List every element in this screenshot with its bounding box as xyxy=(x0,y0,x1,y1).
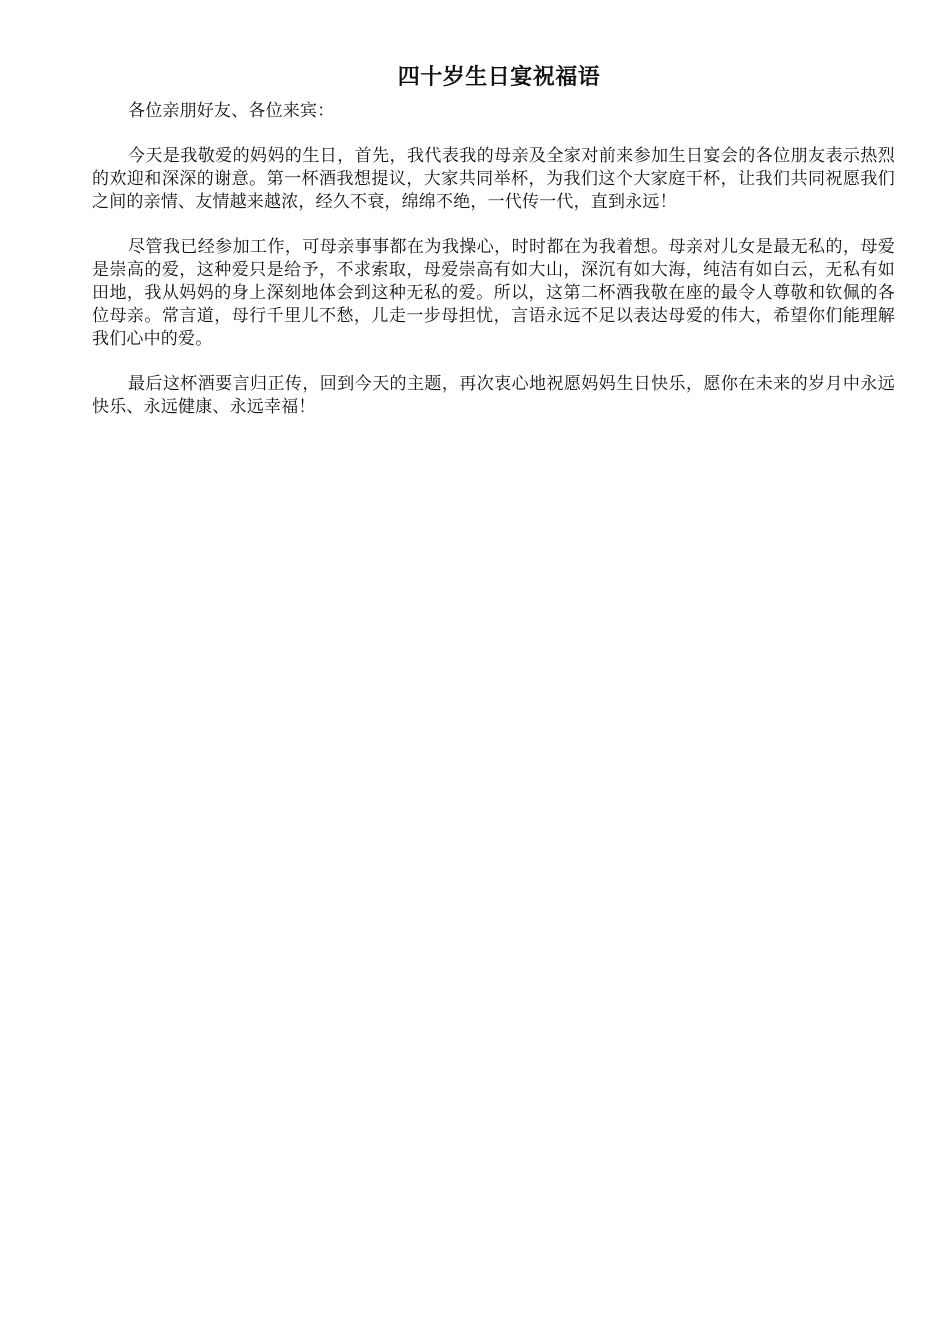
paragraph-mothers-love: 尽管我已经参加工作，可母亲事事都在为我操心，时时都在为我着想。母亲对儿女是最无私的，母爱是崇高的爱，这种爱只是给予，不求索取，母爱崇高有如大山，深沉有如大海，纯洁有如白云，无私有如田地，我从妈妈的身上深刻地体会到这种无私的爱。所以，这第二杯酒我敬在座的最令人尊敬和钦佩的各位母亲。常言道，母行千里儿不愁，儿走一步母担忧，言语永远不足以表达母爱的伟大，希望你们能理解我们心中的爱。 xyxy=(92,237,895,349)
salutation: 各位亲朋好友、各位来宾： xyxy=(128,101,335,121)
document-title: 四十岁生日宴祝福语 xyxy=(397,65,601,90)
document-body xyxy=(92,100,895,441)
paragraph-welcome: 今天是我敬爱的妈妈的生日，首先，我代表我的母亲及全家对前来参加生日宴会的各位朋友表示热烈的欢迎和深深的谢意。第一杯酒我想提议，大家共同举杯，为我们这个大家庭干杯，让我们共同祝愿我们之间的亲情、友情越来越浓，经久不衰，绵绵不绝，一代传一代，直到永远！ xyxy=(92,146,895,212)
paragraph-closing-wish: 最后这杯酒要言归正传，回到今天的主题，再次衷心地祝愿妈妈生日快乐，愿你在未来的岁月中永远快乐、永远健康、永远幸福！ xyxy=(92,374,895,417)
